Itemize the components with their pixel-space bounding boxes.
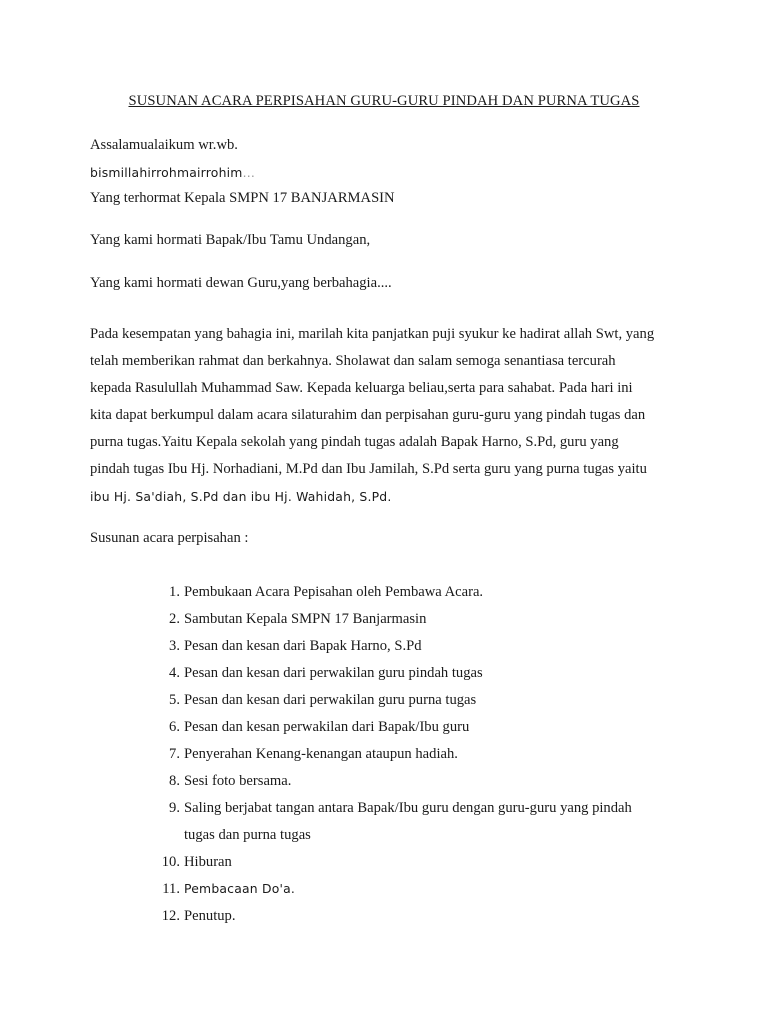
list-item-text: Penutup.: [184, 908, 236, 924]
basmalah-ellipsis: …: [242, 165, 256, 180]
paragraph-line: telah memberikan rahmat dan berkahnya. Sholawat dan salam semoga senantiasa tercurah: [90, 353, 616, 369]
list-item-number: 2.: [169, 611, 180, 627]
basmalah-line: [90, 165, 255, 180]
list-item: [150, 692, 476, 709]
list-item-number: 1.: [169, 584, 180, 600]
list-item: [150, 773, 291, 790]
list-item-text: Pembukaan Acara Pepisahan oleh Pembawa Acara.: [184, 584, 484, 600]
paragraph-line: kepada Rasulullah Muhammad Saw. Kepada keluarga beliau,serta para sahabat. Pada hari ini: [90, 380, 633, 396]
list-item-number: 11.: [162, 881, 180, 897]
list-item-text: Pesan dan kesan dari Bapak Harno, S.Pd: [184, 638, 422, 654]
list-item-text: Pembacaan Do'a.: [184, 881, 296, 896]
list-heading: Susunan acara perpisahan :: [90, 530, 249, 546]
document-title: SUSUNAN ACARA PERPISAHAN GURU-GURU PINDAH DAN PURNA TUGAS: [128, 93, 640, 109]
list-item: [150, 611, 426, 628]
list-item-text: Pesan dan kesan dari perwakilan guru purna tugas: [184, 692, 477, 708]
list-item-text: Pesan dan kesan dari perwakilan guru pindah tugas: [184, 665, 483, 681]
list-item: [150, 854, 232, 871]
paragraph-line: Pada kesempatan yang bahagia ini, marilah kita panjatkan puji syukur ke hadirat allah Swt, yang: [90, 326, 655, 342]
salutation-principal: Yang terhormat Kepala SMPN 17 BANJARMASIN: [90, 190, 395, 206]
list-item: [150, 584, 483, 601]
list-item-text: Saling berjabat tangan antara Bapak/Ibu guru dengan guru-guru yang pindah: [184, 800, 632, 816]
salutation-guests: Yang kami hormati Bapak/Ibu Tamu Undangan,: [90, 232, 371, 248]
list-item-text: Penyerahan Kenang-kenangan ataupun hadiah.: [184, 746, 458, 762]
list-item-number: 6.: [169, 719, 180, 735]
list-item: [150, 881, 295, 898]
list-item-continuation: tugas dan purna tugas: [184, 827, 311, 843]
salutation-teachers: Yang kami hormati dewan Guru,yang berbahagia....: [90, 275, 392, 291]
list-item-number: 3.: [169, 638, 180, 654]
paragraph-line: kita dapat berkumpul dalam acara silaturahim dan perpisahan guru-guru yang pindah tugas dan: [90, 407, 646, 423]
list-item-text: Sambutan Kepala SMPN 17 Banjarmasin: [184, 611, 427, 627]
list-item-text: Pesan dan kesan perwakilan dari Bapak/Ibu guru: [184, 719, 470, 735]
list-item: [150, 665, 483, 682]
list-item: [150, 800, 632, 844]
list-item: [150, 719, 469, 736]
list-item-text: Hiburan: [184, 854, 232, 870]
list-item-number: 10.: [161, 854, 180, 870]
list-item-text: Sesi foto bersama.: [184, 773, 292, 789]
list-item-number: 7.: [169, 746, 180, 762]
basmalah: bismillahirrohmairrohim: [90, 165, 243, 180]
list-item-number: 4.: [169, 665, 180, 681]
paragraph-line: purna tugas.Yaitu Kepala sekolah yang pindah tugas adalah Bapak Harno, S.Pd, guru yang: [90, 434, 619, 450]
list-item: [150, 746, 458, 763]
paragraph-line: ibu Hj. Sa'diah, S.Pd dan ibu Hj. Wahidah, S.Pd.: [90, 489, 392, 504]
list-item: [150, 908, 235, 925]
list-item-number: 9.: [169, 800, 180, 816]
list-item-number: 12.: [161, 908, 180, 924]
list-item: [150, 638, 422, 655]
list-item-number: 8.: [169, 773, 180, 789]
greeting: Assalamualaikum wr.wb.: [90, 137, 238, 153]
list-item-number: 5.: [169, 692, 180, 708]
paragraph-line: pindah tugas Ibu Hj. Norhadiani, M.Pd dan Ibu Jamilah, S.Pd serta guru yang purna tugas yaitu: [90, 461, 647, 477]
